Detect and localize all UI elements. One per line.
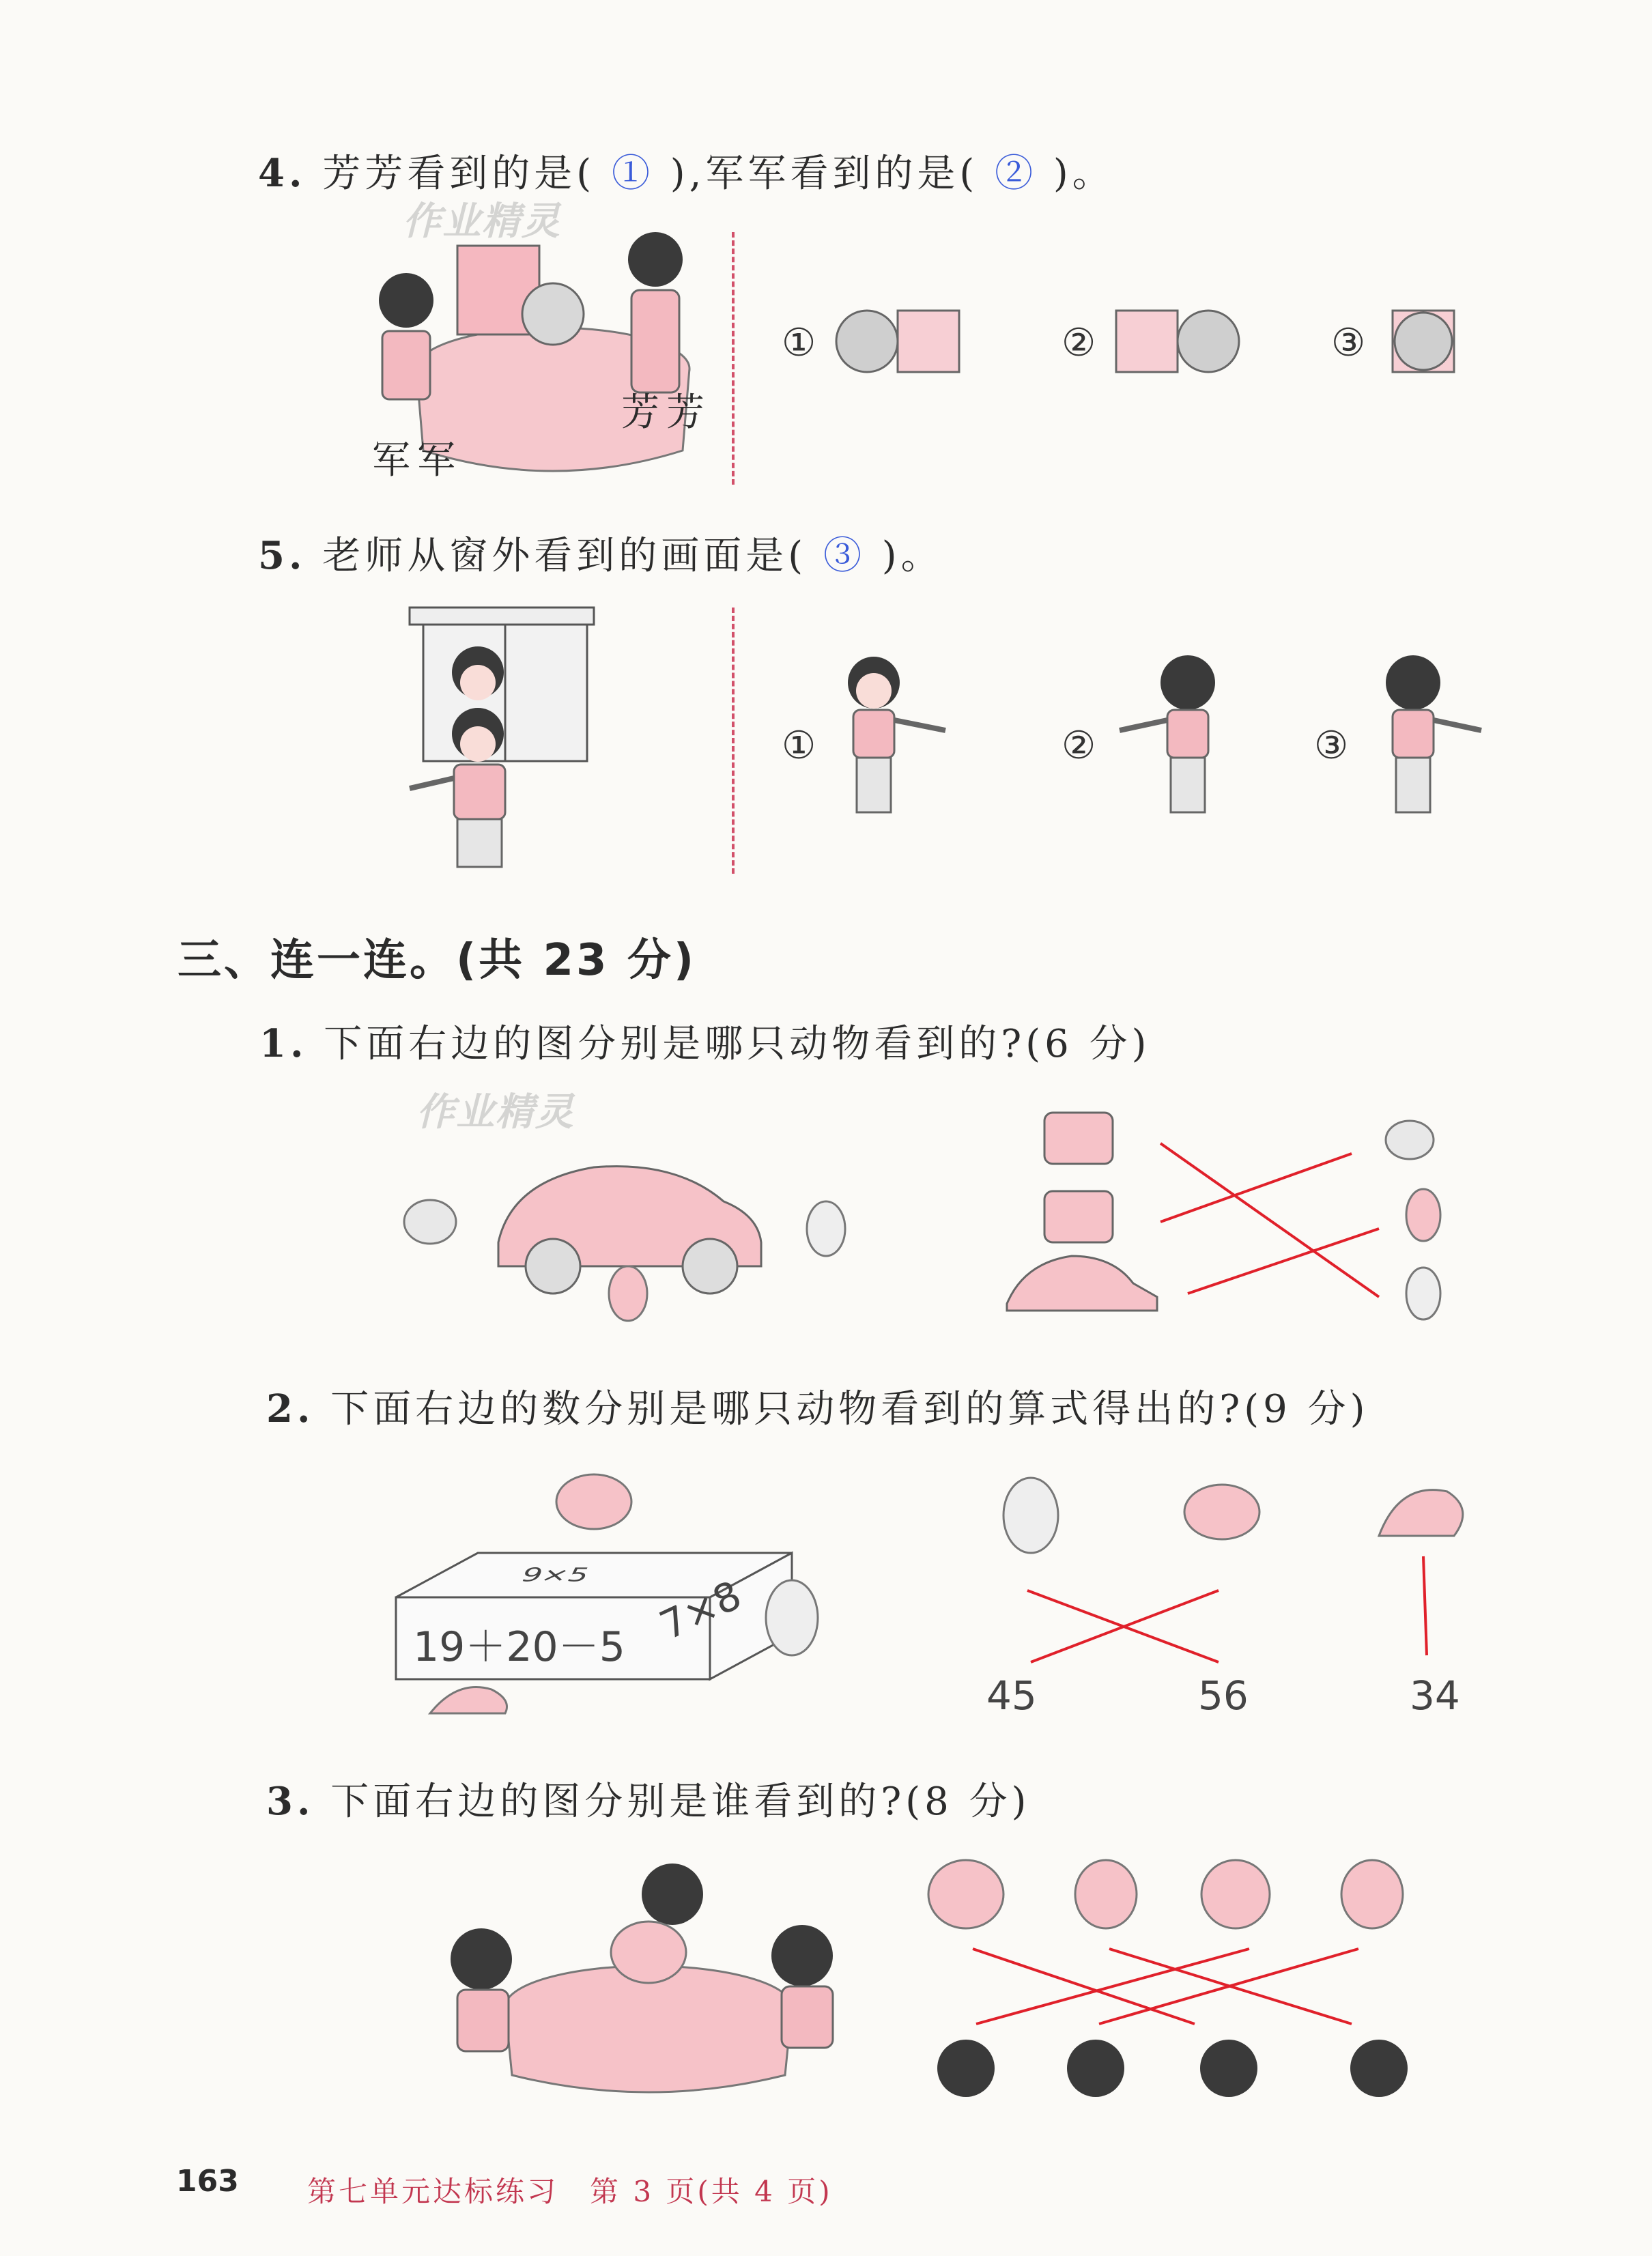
q4-answer-1[interactable]: ① xyxy=(611,152,654,196)
s3q3-number: 3. xyxy=(266,1779,315,1824)
q5-text-1: 老师从窗外看到的画面是( xyxy=(322,534,808,578)
girl-avatar-2 xyxy=(1200,2040,1257,2097)
q5-option-1-label: ① xyxy=(782,724,816,768)
car-front-view-1 xyxy=(1044,1113,1113,1164)
number-45: 45 xyxy=(986,1672,1037,1719)
number-56: 56 xyxy=(1198,1672,1249,1719)
q4-option-3-label: ③ xyxy=(1331,321,1366,365)
watermark: 作业精灵 xyxy=(403,199,561,244)
s3q1-question xyxy=(259,1014,1150,1068)
q4-question xyxy=(258,143,1115,198)
q4-text-2: ),军军看到的是( xyxy=(670,152,979,196)
footer-text: 第七单元达标练习 第 3 页(共 4 页) xyxy=(307,2175,833,2208)
q4-option-2-label: ② xyxy=(1062,321,1096,365)
s3q2-question xyxy=(266,1379,1369,1433)
boy-avatar-2 xyxy=(1350,2040,1408,2097)
q5-option-3[interactable] xyxy=(1372,655,1502,826)
answer-line xyxy=(1423,1556,1427,1655)
s3q1-illustration xyxy=(389,1154,867,1331)
q5-option-3-label: ③ xyxy=(1314,724,1349,768)
side-expression: 7×8 xyxy=(653,1571,749,1649)
front-expression: 19＋20－5 xyxy=(413,1623,625,1671)
top-expression: 9×5 xyxy=(517,1563,594,1586)
cat-view-4 xyxy=(1341,1860,1403,1928)
q5-number: 5. xyxy=(258,533,307,578)
q4-option-1-label: ① xyxy=(782,321,816,365)
q4-divider xyxy=(732,232,735,485)
q4-option-2[interactable] xyxy=(1116,307,1239,375)
s3q2-matching[interactable] xyxy=(956,1454,1502,1672)
q5-option-2[interactable] xyxy=(1113,655,1242,826)
answer-line xyxy=(1160,1143,1379,1297)
s3q3-text: 下面右边的图分别是谁看到的?(8 分) xyxy=(330,1780,1031,1824)
car-side-view xyxy=(1007,1256,1157,1311)
boy-avatar-1 xyxy=(1067,2040,1124,2097)
answer-line xyxy=(1188,1229,1379,1294)
mouse-icon xyxy=(1406,1268,1440,1319)
page-number: 163 xyxy=(176,2164,239,2199)
cat-view-1 xyxy=(928,1860,1003,1928)
snail-icon xyxy=(1379,1490,1463,1536)
watermark-2: 作业精灵 xyxy=(416,1090,575,1134)
cat-icon xyxy=(1406,1189,1440,1241)
s3q1-text: 下面右边的图分别是哪只动物看到的?(6 分) xyxy=(324,1022,1151,1066)
girl-avatar xyxy=(937,2040,995,2097)
q4-answer-2[interactable]: ② xyxy=(995,152,1038,196)
q4-text-3: )。 xyxy=(1053,152,1115,196)
label-junjun: 军军 xyxy=(372,438,462,483)
q4-text-1: 芳芳看到的是( xyxy=(322,152,596,196)
s3q1-matching[interactable] xyxy=(997,1099,1475,1338)
q5-answer[interactable]: ③ xyxy=(823,534,866,578)
s3q3-question xyxy=(266,1771,1030,1826)
q4-number: 4. xyxy=(258,151,307,196)
answer-line xyxy=(976,1949,1249,2024)
q5-option-2-label: ② xyxy=(1062,724,1096,768)
bird-icon xyxy=(1386,1121,1434,1159)
q5-text-2: )。 xyxy=(881,534,943,578)
s3q3-illustration xyxy=(444,1857,853,2102)
s3q2-number: 2. xyxy=(266,1386,315,1431)
q5-option-1[interactable] xyxy=(833,655,963,826)
s3q2-illustration xyxy=(389,1454,840,1727)
cat-view-2 xyxy=(1075,1860,1137,1928)
mouse-icon xyxy=(1003,1478,1058,1553)
q4-option-3[interactable] xyxy=(1389,307,1457,375)
q5-divider xyxy=(732,608,735,874)
label-fangfang: 芳芳 xyxy=(621,390,711,435)
answer-line xyxy=(973,1949,1195,2024)
s3q3-matching[interactable] xyxy=(908,1843,1454,2116)
q4-option-1[interactable] xyxy=(836,307,959,375)
car-front-view-2 xyxy=(1044,1191,1113,1242)
section-3-title: 三、连一连。(共 23 分) xyxy=(177,935,697,986)
s3q2-text: 下面右边的数分别是哪只动物看到的算式得出的?(9 分) xyxy=(330,1387,1369,1431)
q5-illustration xyxy=(403,608,608,881)
bird-icon xyxy=(1184,1485,1259,1539)
s3q1-number: 1. xyxy=(259,1021,308,1066)
cat-view-3 xyxy=(1201,1860,1270,1928)
q5-question xyxy=(258,526,943,580)
number-34: 34 xyxy=(1410,1672,1460,1719)
